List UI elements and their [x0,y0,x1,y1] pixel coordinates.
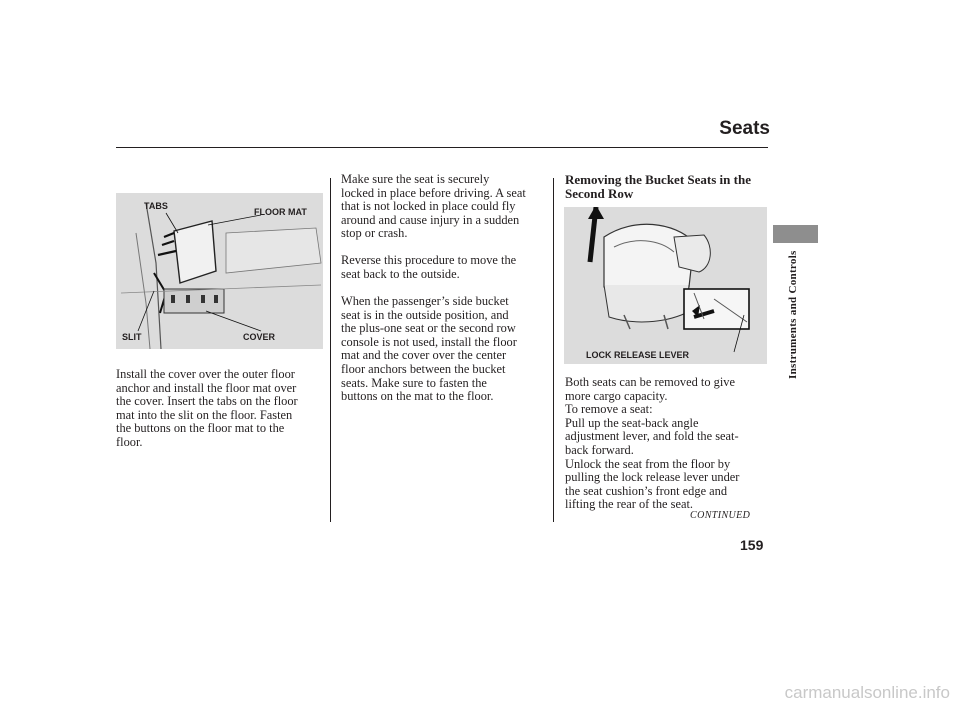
callout-slit: SLIT [122,332,142,342]
seat-removal-figure [564,207,767,364]
col3-paragraph-1: Both seats can be removed to give more cargo capacity. To remove a seat: Pull up the seat-back angle adjustment lever, and fold the seat- back forward. Unlock the seat from the floor by pulling the lock release lever under the seat cushion’s front edge and lifting the rear of the seat. [565,375,740,512]
page-title: Seats [719,118,770,139]
floor-mat-figure [116,193,323,349]
col2-paragraph-1: Make sure the seat is securely locked in place before driving. A seat that is not locked in place could fly around and cause injury in a sudden stop or crash. [341,172,526,241]
col2-paragraph-2: Reverse this procedure to move the seat back to the outside. [341,253,517,281]
column-divider-2 [553,178,554,522]
col2-paragraph-3: When the passenger’s side bucket seat is in the outside position, and the plus-one seat or the second row console is not used, install the floor mat and the cover over the center floor anchors between the bucket seats. Make sure to fasten the buttons on the mat to the floor. [341,294,517,404]
column-divider-1 [330,178,331,522]
section-tab [773,225,818,243]
callout-floor-mat: FLOOR MAT [254,207,307,217]
continued-label: CONTINUED [690,510,751,521]
callout-cover: COVER [243,332,276,342]
header-rule [116,147,768,148]
section-tab-label: Instruments and Controls [787,250,799,379]
callout-tabs: TABS [144,201,168,211]
seat-illustration [564,207,767,364]
footer-watermark: carmanualsonline.info [784,683,950,702]
page-number: 159 [740,537,764,553]
section-heading: Removing the Bucket Seats in the Second Row [565,172,751,201]
col1-paragraph-1: Install the cover over the outer floor anchor and install the floor mat over the cover. Insert the tabs on the floor mat into the slit on the floor. Fasten the buttons on the floor mat to the floor. [116,367,298,449]
callout-lock-release-lever: LOCK RELEASE LEVER [586,350,690,360]
